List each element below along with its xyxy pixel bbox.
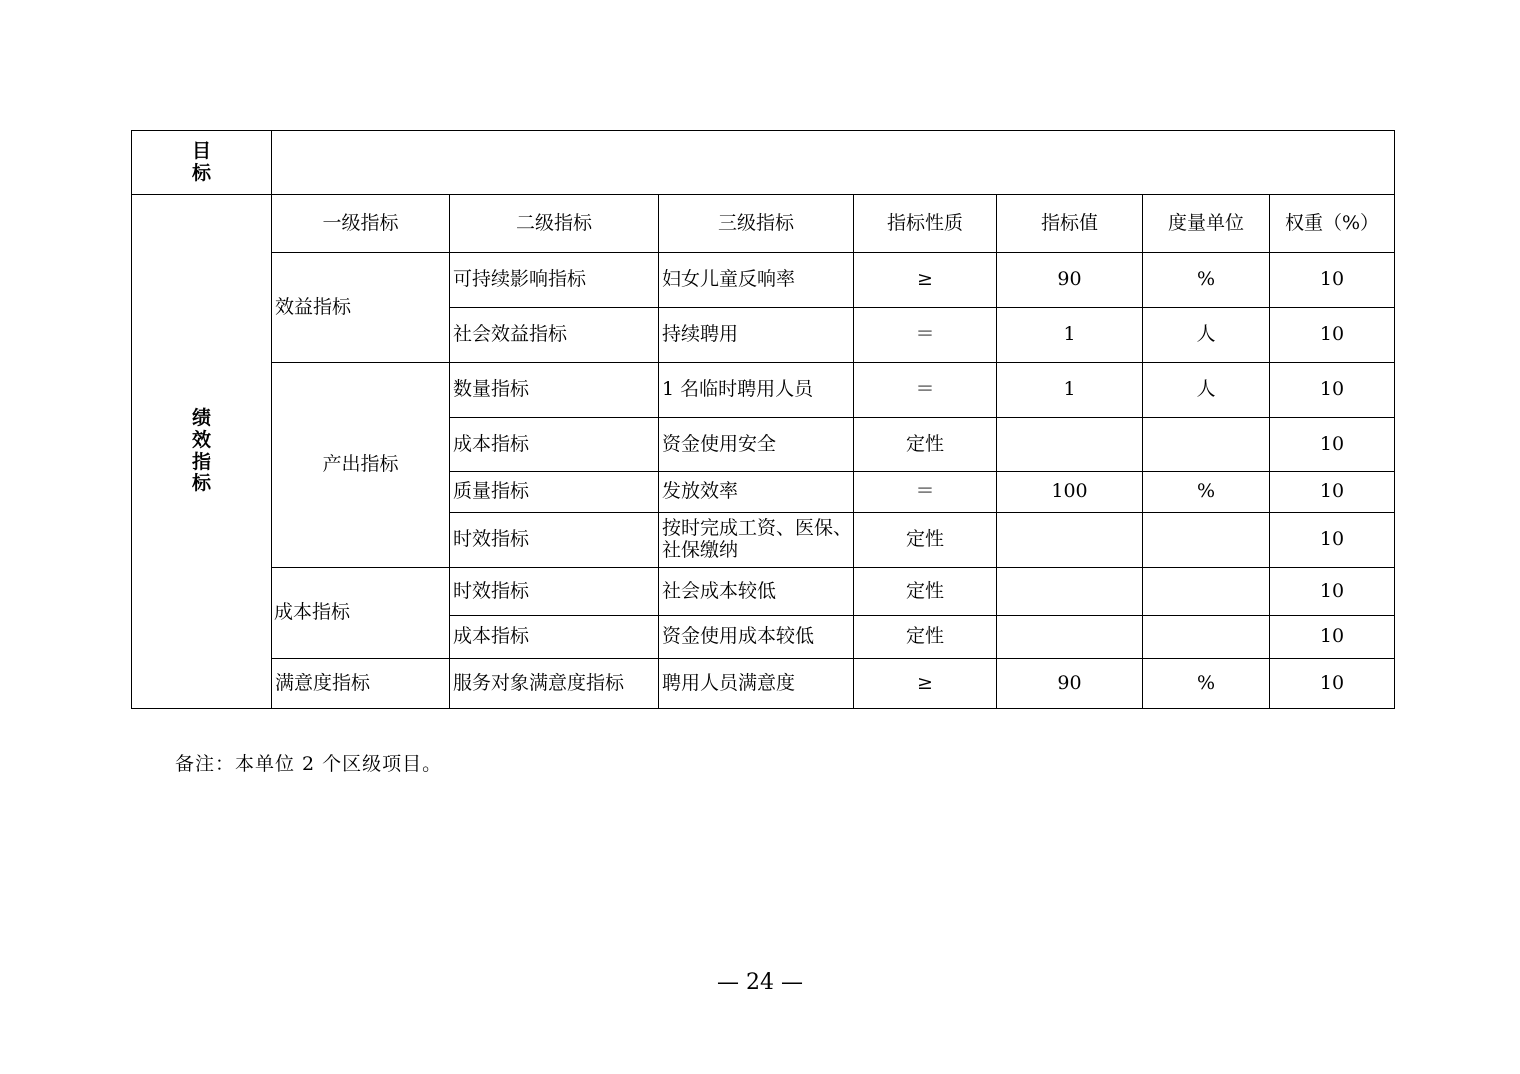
value-cell <box>997 513 1143 568</box>
value-cell: 90 <box>997 659 1143 709</box>
value-cell <box>997 568 1143 616</box>
page-number: — 24 — <box>717 970 803 995</box>
header-unit: 度量单位 <box>1143 195 1270 253</box>
weight-cell: 10 <box>1270 616 1395 659</box>
weight-cell: 10 <box>1270 363 1395 418</box>
level3-cell: 资金使用安全 <box>659 418 854 472</box>
level2-cell: 数量指标 <box>450 363 659 418</box>
weight-cell: 10 <box>1270 308 1395 363</box>
nature-cell: 定性 <box>854 418 997 472</box>
value-cell <box>997 418 1143 472</box>
level2-cell: 社会效益指标 <box>450 308 659 363</box>
goal-label-cell <box>132 131 272 195</box>
level3-cell: 发放效率 <box>659 472 854 513</box>
nature-cell: 定性 <box>854 616 997 659</box>
nature-cell: ≥ <box>854 253 997 308</box>
header-weight: 权重（%） <box>1270 195 1395 253</box>
value-cell <box>997 616 1143 659</box>
header-row <box>132 195 1395 253</box>
unit-cell: 人 <box>1143 308 1270 363</box>
unit-cell <box>1143 616 1270 659</box>
weight-cell: 10 <box>1270 513 1395 568</box>
nature-cell: ＝ <box>854 308 997 363</box>
level3-cell: 资金使用成本较低 <box>659 616 854 659</box>
side-label-char: 标 <box>191 472 211 495</box>
level3-cell: 按时完成工资、医保、社保缴纳 <box>659 513 854 568</box>
weight-cell: 10 <box>1270 659 1395 709</box>
level2-cell: 成本指标 <box>450 418 659 472</box>
value-cell: 90 <box>997 253 1143 308</box>
level2-cell: 成本指标 <box>450 616 659 659</box>
value-cell: 1 <box>997 308 1143 363</box>
unit-cell: % <box>1143 472 1270 513</box>
level3-cell: 妇女儿童反响率 <box>659 253 854 308</box>
unit-cell: % <box>1143 659 1270 709</box>
side-label-char: 指 <box>191 450 211 473</box>
nature-cell: 定性 <box>854 513 997 568</box>
group-cell: 成本指标 <box>272 568 450 659</box>
header-level1: 一级指标 <box>272 195 450 253</box>
remark-note: 备注：本单位 2 个区级项目。 <box>175 753 443 775</box>
nature-cell: ＝ <box>854 363 997 418</box>
unit-cell: % <box>1143 253 1270 308</box>
unit-cell <box>1143 568 1270 616</box>
level3-cell: 持续聘用 <box>659 308 854 363</box>
performance-table <box>131 130 1395 709</box>
weight-cell: 10 <box>1270 418 1395 472</box>
level3-cell: 社会成本较低 <box>659 568 854 616</box>
weight-cell: 10 <box>1270 472 1395 513</box>
value-cell: 1 <box>997 363 1143 418</box>
goal-label-char: 标 <box>191 161 211 184</box>
level2-cell: 质量指标 <box>450 472 659 513</box>
level3-cell: 聘用人员满意度 <box>659 659 854 709</box>
goal-label-char: 目 <box>191 139 211 162</box>
value-cell: 100 <box>997 472 1143 513</box>
header-nature: 指标性质 <box>854 195 997 253</box>
side-label-char: 绩 <box>191 406 211 429</box>
group-cell: 产出指标 <box>272 363 450 568</box>
unit-cell: 人 <box>1143 363 1270 418</box>
weight-cell: 10 <box>1270 568 1395 616</box>
nature-cell: ＝ <box>854 472 997 513</box>
level2-cell: 时效指标 <box>450 568 659 616</box>
level2-cell: 时效指标 <box>450 513 659 568</box>
table-row <box>132 253 1395 308</box>
nature-cell: 定性 <box>854 568 997 616</box>
unit-cell <box>1143 418 1270 472</box>
goal-content-cell <box>272 131 1395 195</box>
table-row <box>132 363 1395 418</box>
group-cell: 满意度指标 <box>272 659 450 709</box>
header-value: 指标值 <box>997 195 1143 253</box>
level3-cell: 1 名临时聘用人员 <box>659 363 854 418</box>
unit-cell <box>1143 513 1270 568</box>
goal-row <box>132 131 1395 195</box>
nature-cell: ≥ <box>854 659 997 709</box>
weight-cell: 10 <box>1270 253 1395 308</box>
header-level3: 三级指标 <box>659 195 854 253</box>
side-label-cell <box>132 195 272 709</box>
table-row <box>132 568 1395 616</box>
level2-cell: 服务对象满意度指标 <box>450 659 659 709</box>
side-label-char: 效 <box>191 428 211 451</box>
header-level2: 二级指标 <box>450 195 659 253</box>
table-row <box>132 659 1395 709</box>
group-cell: 效益指标 <box>272 253 450 363</box>
level2-cell: 可持续影响指标 <box>450 253 659 308</box>
